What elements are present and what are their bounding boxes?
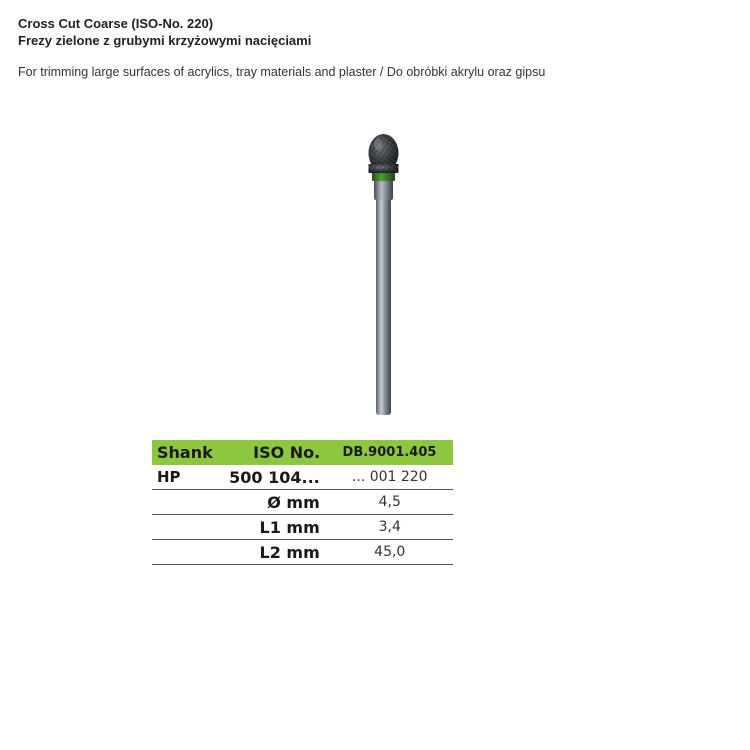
table-row [152, 465, 453, 490]
bur-color-band [372, 172, 395, 181]
row-shank [152, 540, 213, 565]
usage-description: For trimming large surfaces of acrylics, tray materials and plaster / Do obróbki akrylu oraz gipsu [18, 65, 546, 79]
row-iso-label: L1 mm [213, 515, 327, 540]
spec-table-header [152, 440, 453, 465]
row-value: 4,5 [326, 490, 453, 515]
title-block [18, 15, 311, 49]
table-row [152, 490, 453, 515]
title-english: Cross Cut Coarse (ISO-No. 220) [18, 16, 214, 31]
row-shank: HP [152, 465, 213, 490]
row-iso-label: 500 104... [213, 465, 327, 490]
row-iso-label: L2 mm [213, 540, 327, 565]
header-iso-no: ISO No. [213, 440, 327, 465]
header-shank: Shank [152, 440, 213, 465]
header-db-number: DB.9001.405 [326, 440, 453, 465]
table-row [152, 540, 453, 565]
row-shank [152, 515, 213, 540]
row-value: 45,0 [326, 540, 453, 565]
bur-shank [376, 198, 391, 415]
title-polish: Frezy zielone z grubymi krzyżowymi nacięciami [18, 33, 312, 48]
spec-table [152, 440, 453, 565]
bur-neck [374, 180, 393, 200]
row-value: ... 001 220 [326, 465, 453, 490]
table-row [152, 515, 453, 540]
row-shank [152, 490, 213, 515]
row-iso-label: Ø mm [213, 490, 327, 515]
bur-image [330, 120, 440, 430]
row-value: 3,4 [326, 515, 453, 540]
